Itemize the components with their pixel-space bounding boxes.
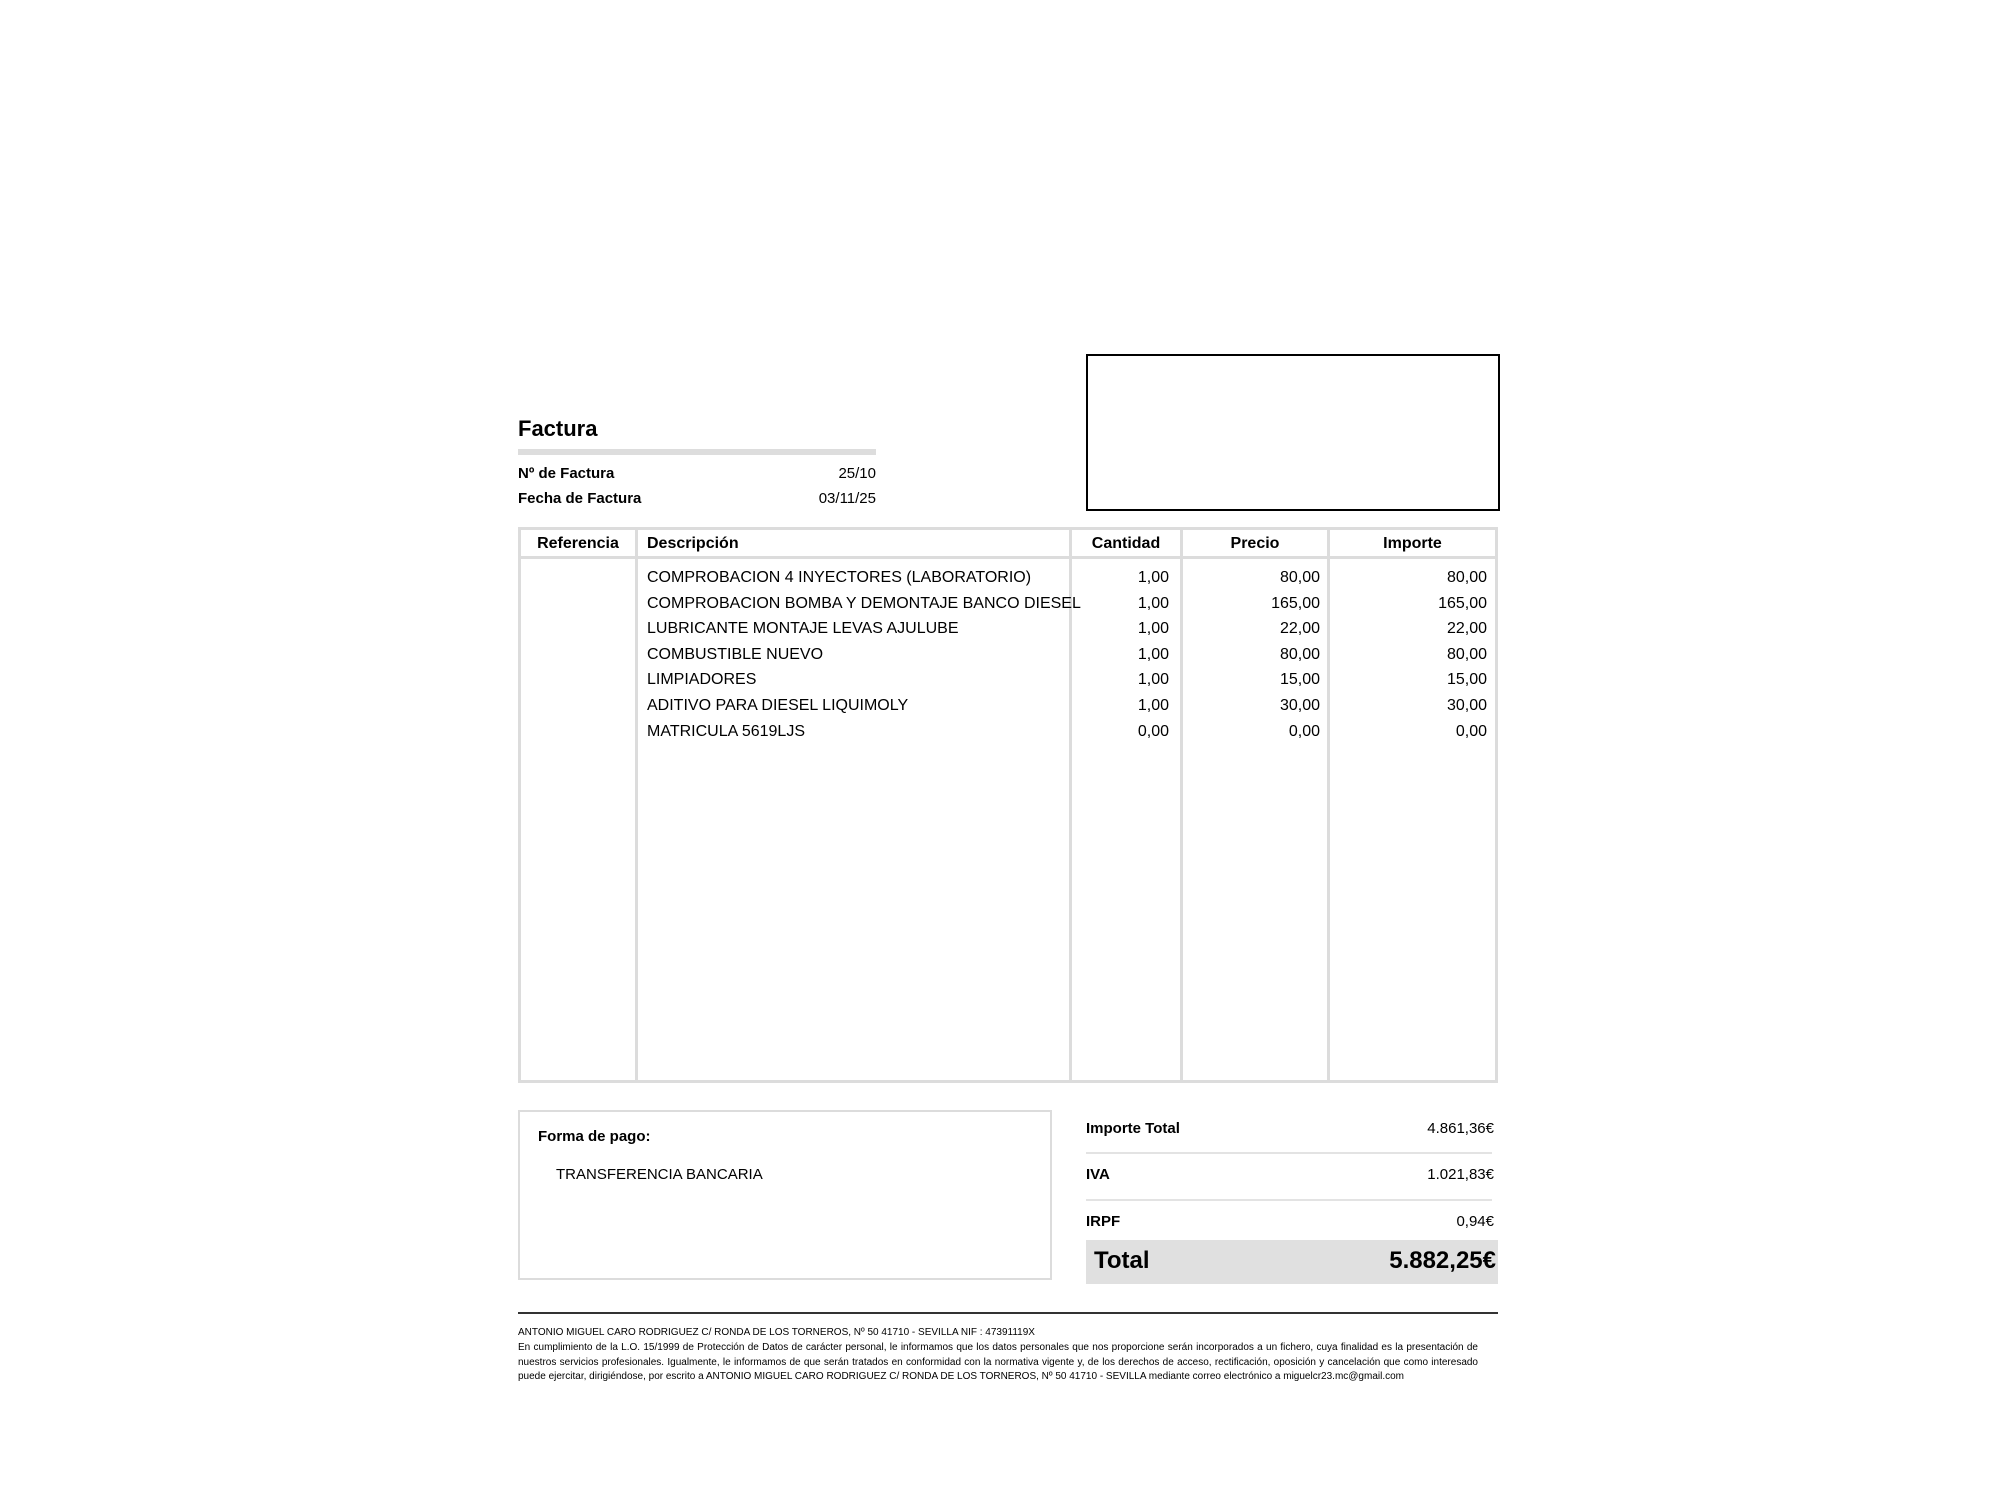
iva-label: IVA [1086,1166,1110,1183]
row-price: 15,00 [1279,671,1320,689]
footer-legal-notice: En cumplimiento de la L.O. 15/1999 de Protección de Datos de carácter personal, le informamos que los datos personales que nos proporcione serán incorporados a un fichero, cuya finalidad es la presentación de nuestros servicios profesionales. Igualmente, le informamos de que serán tratados en conformidad con la normativa vigente y, de los derechos de acceso, rectificación, oposición y cancelación que como interesado puede ejercitar, dirigiéndose, por escrito a ANTONIO MIGUEL CARO RODRIGUEZ C/ RONDA DE LOS TORNEROS, Nº 50 41710 - SEVILLA mediante correo electrónico a miguelcr23.mc@gmail.com [518,1342,1478,1382]
row-price: 30,00 [1279,696,1320,714]
invoice-number-row [518,465,876,489]
row-quantity: 1,00 [1137,620,1169,638]
row-amount: 165,00 [1438,594,1487,612]
row-amount: 80,00 [1446,569,1487,586]
row-description: COMPROBACION BOMBA Y DEMONTAJE BANCO DIESEL [647,594,1081,612]
row-quantity: 1,00 [1137,569,1169,586]
items-table [518,527,1498,1083]
row-price: 80,00 [1279,645,1320,663]
header-importe: Importe [1383,535,1442,552]
irpf-value: 0,94€ [1456,1213,1494,1230]
row-description: ADITIVO PARA DIESEL LIQUIMOLY [647,696,909,714]
row-quantity: 1,00 [1137,671,1169,689]
row-description: LUBRICANTE MONTAJE LEVAS AJULUBE [647,620,959,638]
iva-row [1086,1156,1496,1200]
invoice-number-value: 25/10 [838,465,876,482]
row-price: 0,00 [1288,722,1320,740]
table-row [521,616,1495,642]
client-address-box [1086,354,1500,511]
table-row [521,591,1495,617]
row-description: COMPROBACION 4 INYECTORES (LABORATORIO) [647,569,1032,586]
footer-divider [518,1312,1498,1314]
subtotal-value: 4.861,36€ [1427,1120,1494,1137]
payment-method-box [518,1110,1052,1280]
header-referencia: Referencia [537,535,619,552]
subtotal-label: Importe Total [1086,1120,1180,1137]
irpf-label: IRPF [1086,1213,1121,1230]
header-cantidad: Cantidad [1091,535,1161,552]
payment-method-value: TRANSFERENCIA BANCARIA [556,1166,763,1183]
subtotal-row [1086,1110,1496,1154]
row-amount: 0,00 [1455,722,1487,740]
row-description: LIMPIADORES [647,671,757,689]
row-description: COMBUSTIBLE NUEVO [647,645,824,663]
row-quantity: 0,00 [1137,722,1169,740]
iva-value: 1.021,83€ [1427,1166,1494,1183]
row-quantity: 1,00 [1137,594,1169,612]
invoice-date-label: Fecha de Factura [518,490,642,507]
grand-total-box [1086,1240,1498,1284]
row-amount: 80,00 [1446,645,1487,663]
table-rows [521,565,1495,744]
invoice-title: Factura [518,416,598,441]
row-quantity: 1,00 [1137,645,1169,663]
row-amount: 22,00 [1446,620,1487,638]
grand-total-value: 5.882,25€ [1389,1247,1496,1274]
table-row [521,693,1495,719]
row-price: 22,00 [1279,620,1320,638]
row-amount: 15,00 [1446,671,1487,689]
invoice-date-value: 03/11/25 [818,490,876,507]
row-description: MATRICULA 5619LJS [647,722,805,740]
table-row [521,667,1495,693]
invoice-number-label: Nº de Factura [518,465,615,482]
table-row [521,719,1495,745]
row-price: 165,00 [1271,594,1320,612]
row-price: 80,00 [1279,569,1320,586]
header-precio: Precio [1230,535,1280,552]
table-row [521,642,1495,668]
row-quantity: 1,00 [1137,696,1169,714]
footer-address: ANTONIO MIGUEL CARO RODRIGUEZ C/ RONDA DE LOS TORNEROS, Nº 50 41710 - SEVILLA NIF : 47391119X [518,1327,1035,1338]
grand-total-label: Total [1094,1247,1150,1274]
totals-divider [1086,1152,1492,1154]
invoice-date-row [518,490,876,514]
payment-method-label: Forma de pago: [538,1128,651,1145]
title-underline [518,449,876,455]
row-amount: 30,00 [1446,696,1487,714]
header-divider [521,556,1495,559]
totals-divider [1086,1199,1492,1201]
table-row [521,565,1495,591]
header-descripcion: Descripción [647,535,739,552]
